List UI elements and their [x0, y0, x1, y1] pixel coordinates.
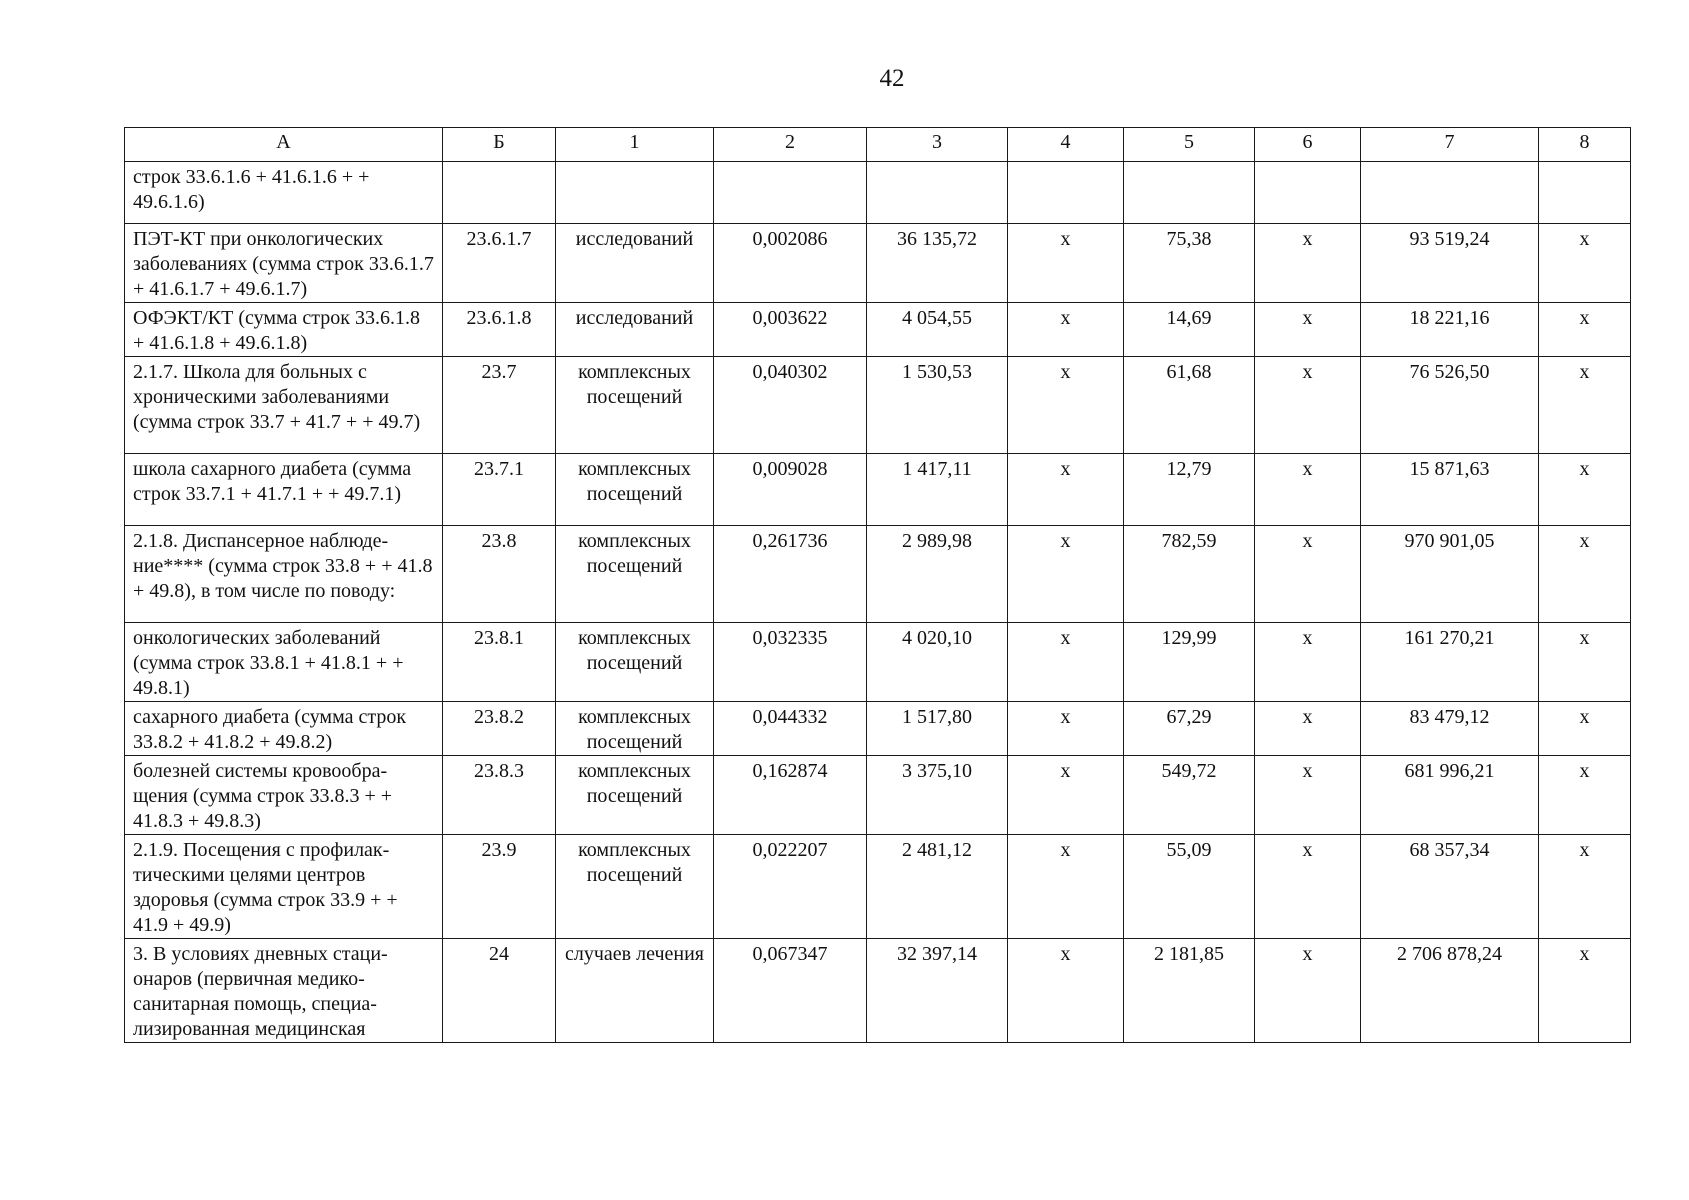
- row-label-cell: 2.1.8. Диспансерное наблюде-ние**** (сумма строк 33.8 + + 41.8 + 49.8), в том числе по поводу:: [125, 526, 443, 623]
- header-cell-6: 6: [1255, 128, 1361, 162]
- header-cell-b: Б: [443, 128, 556, 162]
- col-5-cell: 12,79: [1124, 454, 1255, 526]
- col-8-cell: х: [1539, 454, 1631, 526]
- header-cell-4: 4: [1008, 128, 1124, 162]
- col-6-cell: х: [1255, 454, 1361, 526]
- table-row: [125, 162, 1631, 224]
- col-6-cell: х: [1255, 702, 1361, 756]
- col-6-cell: х: [1255, 224, 1361, 303]
- col-8-cell: [1539, 162, 1631, 224]
- col-2-cell: 0,162874: [714, 756, 867, 835]
- row-label-cell: сахарного диабета (сумма строк 33.8.2 + 41.8.2 + 49.8.2): [125, 702, 443, 756]
- col-3-cell: 2 989,98: [867, 526, 1008, 623]
- unit-cell: исследований: [556, 303, 714, 357]
- header-cell-5: 5: [1124, 128, 1255, 162]
- header-cell-1: 1: [556, 128, 714, 162]
- table-row: [125, 702, 1631, 756]
- table-row: [125, 454, 1631, 526]
- header-cell-8: 8: [1539, 128, 1631, 162]
- col-4-cell: х: [1008, 357, 1124, 454]
- col-7-cell: 93 519,24: [1361, 224, 1539, 303]
- header-cell-3: 3: [867, 128, 1008, 162]
- row-code-cell: 23.8.2: [443, 702, 556, 756]
- table-row: [125, 357, 1631, 454]
- col-2-cell: [714, 162, 867, 224]
- col-4-cell: х: [1008, 756, 1124, 835]
- col-6-cell: х: [1255, 623, 1361, 702]
- col-7-cell: 970 901,05: [1361, 526, 1539, 623]
- row-label-cell: болезней системы кровообра-щения (сумма строк 33.8.3 + + 41.8.3 + 49.8.3): [125, 756, 443, 835]
- header-cell-a: А: [125, 128, 443, 162]
- col-7-cell: 161 270,21: [1361, 623, 1539, 702]
- header-cell-2: 2: [714, 128, 867, 162]
- row-code-cell: 23.6.1.8: [443, 303, 556, 357]
- unit-cell: исследований: [556, 224, 714, 303]
- col-4-cell: х: [1008, 702, 1124, 756]
- unit-cell: комплексных посещений: [556, 756, 714, 835]
- table-row: [125, 303, 1631, 357]
- row-label-cell: школа сахарного диабета (сумма строк 33.7.1 + 41.7.1 + + 49.7.1): [125, 454, 443, 526]
- col-5-cell: 129,99: [1124, 623, 1255, 702]
- row-code-cell: 23.9: [443, 835, 556, 939]
- col-3-cell: [867, 162, 1008, 224]
- col-2-cell: 0,022207: [714, 835, 867, 939]
- row-label-cell: 3. В условиях дневных стаци-онаров (первичная медико-санитарная помощь, специа-лизированная медицинская: [125, 939, 443, 1043]
- col-4-cell: х: [1008, 303, 1124, 357]
- col-2-cell: 0,009028: [714, 454, 867, 526]
- col-8-cell: х: [1539, 526, 1631, 623]
- row-code-cell: 24: [443, 939, 556, 1043]
- page-number: 42: [879, 65, 905, 92]
- col-5-cell: 61,68: [1124, 357, 1255, 454]
- unit-cell: комплексных посещений: [556, 357, 714, 454]
- col-4-cell: х: [1008, 526, 1124, 623]
- col-2-cell: 0,003622: [714, 303, 867, 357]
- col-8-cell: х: [1539, 357, 1631, 454]
- col-3-cell: 32 397,14: [867, 939, 1008, 1043]
- col-2-cell: 0,044332: [714, 702, 867, 756]
- col-3-cell: 1 417,11: [867, 454, 1008, 526]
- col-4-cell: х: [1008, 224, 1124, 303]
- row-code-cell: 23.8: [443, 526, 556, 623]
- header-row: [125, 128, 1631, 162]
- col-5-cell: [1124, 162, 1255, 224]
- row-label-cell: ОФЭКТ/КТ (сумма строк 33.6.1.8 + 41.6.1.8 + 49.6.1.8): [125, 303, 443, 357]
- col-8-cell: х: [1539, 623, 1631, 702]
- col-4-cell: х: [1008, 939, 1124, 1043]
- row-label-cell: 2.1.9. Посещения с профилак-тическими целями центров здоровья (сумма строк 33.9 + + 41.9 + 49.9): [125, 835, 443, 939]
- col-4-cell: х: [1008, 454, 1124, 526]
- unit-cell: [556, 162, 714, 224]
- row-code-cell: 23.8.3: [443, 756, 556, 835]
- col-8-cell: х: [1539, 835, 1631, 939]
- unit-cell: комплексных посещений: [556, 623, 714, 702]
- unit-cell: случаев лечения: [556, 939, 714, 1043]
- col-4-cell: х: [1008, 835, 1124, 939]
- col-3-cell: 1 530,53: [867, 357, 1008, 454]
- table-row: [125, 756, 1631, 835]
- col-6-cell: х: [1255, 835, 1361, 939]
- unit-cell: комплексных посещений: [556, 702, 714, 756]
- col-8-cell: х: [1539, 702, 1631, 756]
- data-table: [124, 127, 1631, 1043]
- col-7-cell: 2 706 878,24: [1361, 939, 1539, 1043]
- col-3-cell: 3 375,10: [867, 756, 1008, 835]
- row-code-cell: 23.7.1: [443, 454, 556, 526]
- col-4-cell: х: [1008, 623, 1124, 702]
- row-label-cell: ПЭТ-КТ при онкологических заболеваниях (сумма строк 33.6.1.7 + 41.6.1.7 + 49.6.1.7): [125, 224, 443, 303]
- col-2-cell: 0,002086: [714, 224, 867, 303]
- col-8-cell: х: [1539, 939, 1631, 1043]
- col-7-cell: 83 479,12: [1361, 702, 1539, 756]
- row-code-cell: 23.8.1: [443, 623, 556, 702]
- col-6-cell: х: [1255, 303, 1361, 357]
- table-row: [125, 623, 1631, 702]
- row-label-cell: 2.1.7. Школа для больных с хроническими заболеваниями (сумма строк 33.7 + 41.7 + + 49.7): [125, 357, 443, 454]
- table-row: [125, 939, 1631, 1043]
- col-3-cell: 1 517,80: [867, 702, 1008, 756]
- row-code-cell: [443, 162, 556, 224]
- col-6-cell: х: [1255, 357, 1361, 454]
- unit-cell: комплексных посещений: [556, 835, 714, 939]
- unit-cell: комплексных посещений: [556, 526, 714, 623]
- col-8-cell: х: [1539, 756, 1631, 835]
- col-7-cell: [1361, 162, 1539, 224]
- table-row: [125, 224, 1631, 303]
- col-8-cell: х: [1539, 224, 1631, 303]
- row-code-cell: 23.6.1.7: [443, 224, 556, 303]
- col-5-cell: 75,38: [1124, 224, 1255, 303]
- unit-cell: комплексных посещений: [556, 454, 714, 526]
- col-7-cell: 681 996,21: [1361, 756, 1539, 835]
- row-label-cell: строк 33.6.1.6 + 41.6.1.6 + + 49.6.1.6): [125, 162, 443, 224]
- col-3-cell: 36 135,72: [867, 224, 1008, 303]
- col-2-cell: 0,032335: [714, 623, 867, 702]
- col-3-cell: 4 020,10: [867, 623, 1008, 702]
- col-3-cell: 4 054,55: [867, 303, 1008, 357]
- col-7-cell: 76 526,50: [1361, 357, 1539, 454]
- col-2-cell: 0,040302: [714, 357, 867, 454]
- row-code-cell: 23.7: [443, 357, 556, 454]
- col-3-cell: 2 481,12: [867, 835, 1008, 939]
- col-5-cell: 549,72: [1124, 756, 1255, 835]
- col-7-cell: 15 871,63: [1361, 454, 1539, 526]
- col-5-cell: 55,09: [1124, 835, 1255, 939]
- col-2-cell: 0,067347: [714, 939, 867, 1043]
- col-8-cell: х: [1539, 303, 1631, 357]
- col-7-cell: 18 221,16: [1361, 303, 1539, 357]
- table-row: [125, 526, 1631, 623]
- col-6-cell: х: [1255, 756, 1361, 835]
- col-5-cell: 14,69: [1124, 303, 1255, 357]
- row-label-cell: онкологических заболеваний (сумма строк 33.8.1 + 41.8.1 + + 49.8.1): [125, 623, 443, 702]
- header-cell-7: 7: [1361, 128, 1539, 162]
- col-4-cell: [1008, 162, 1124, 224]
- table-row: [125, 835, 1631, 939]
- col-2-cell: 0,261736: [714, 526, 867, 623]
- col-7-cell: 68 357,34: [1361, 835, 1539, 939]
- col-6-cell: х: [1255, 526, 1361, 623]
- col-5-cell: 782,59: [1124, 526, 1255, 623]
- col-5-cell: 2 181,85: [1124, 939, 1255, 1043]
- col-5-cell: 67,29: [1124, 702, 1255, 756]
- col-6-cell: х: [1255, 939, 1361, 1043]
- col-6-cell: [1255, 162, 1361, 224]
